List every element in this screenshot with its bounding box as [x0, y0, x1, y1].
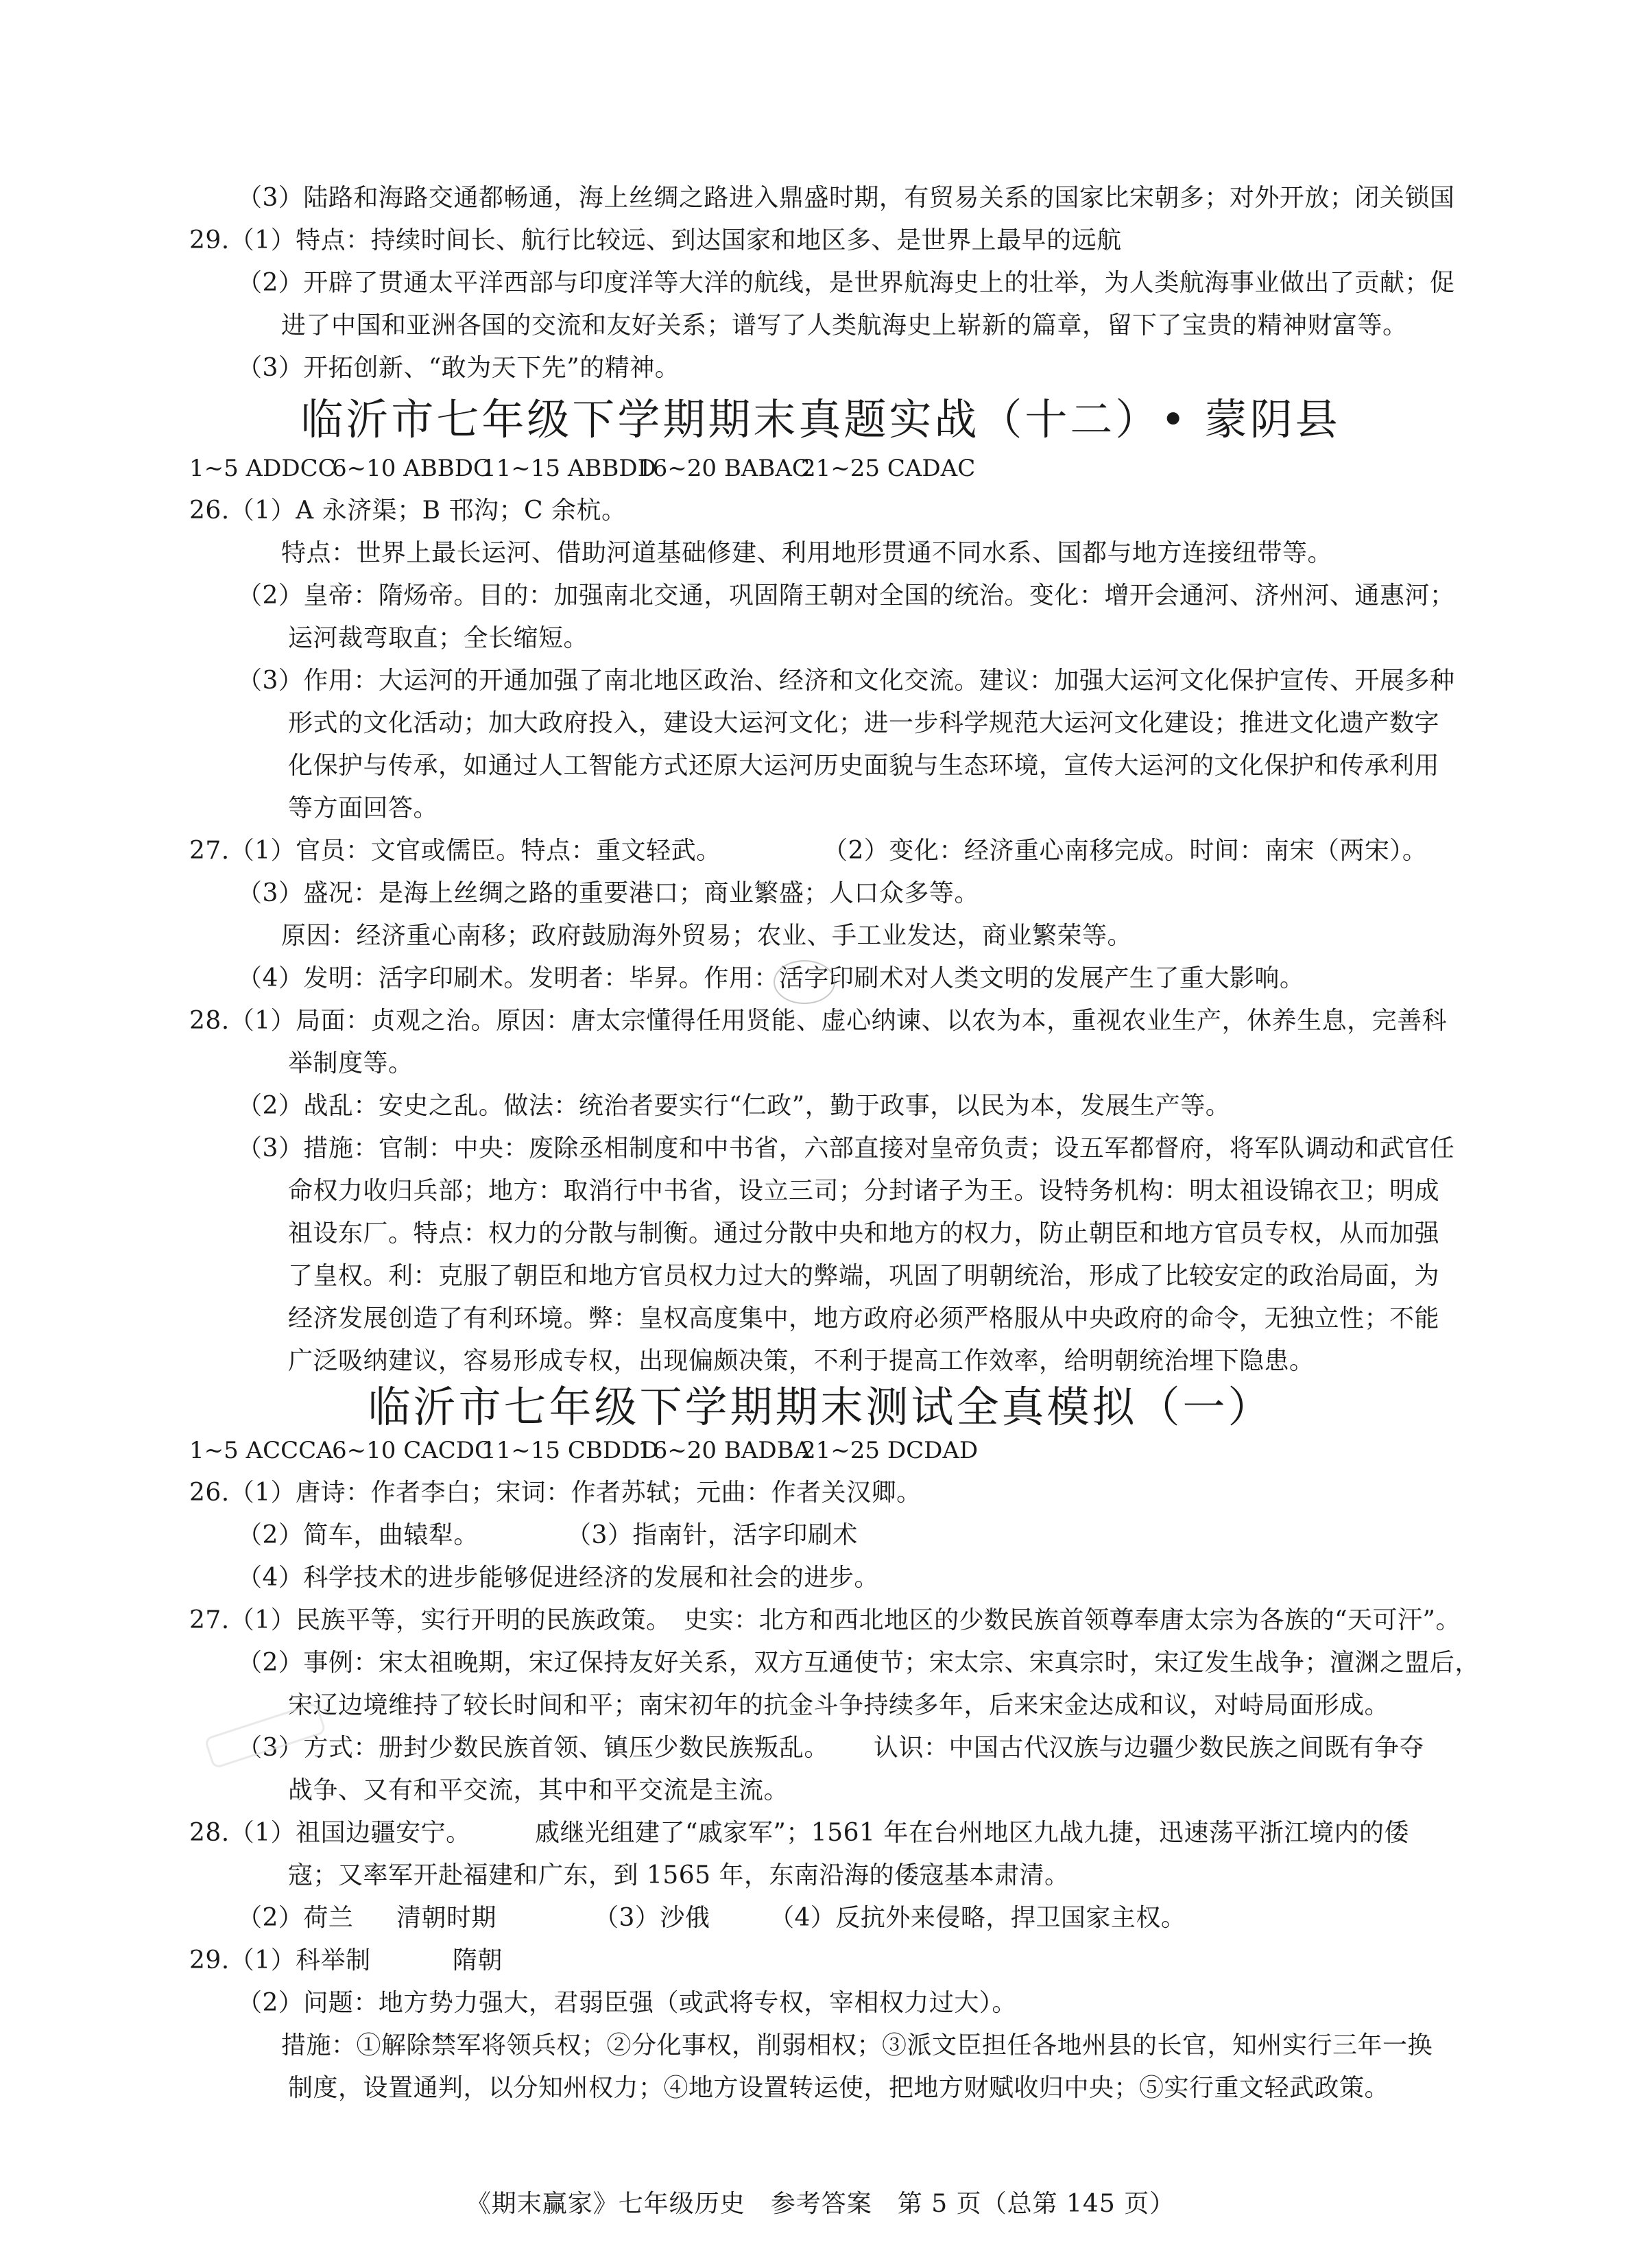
text-line: 宋辽边境维持了较长时间和平；南宋初年的抗金斗争持续多年，后来宋金达成和议，对峙局面形成。 [288, 1691, 1390, 1719]
text-line: 举制度等。 [288, 1049, 414, 1077]
text-line: 26.（1）A 永济渠；B 邗沟；C 余杭。 [189, 497, 627, 525]
text-line: 清朝时期 [396, 1904, 497, 1932]
answer-key-row [189, 1435, 979, 1466]
answer-key: 11~15 CBDDD [481, 1437, 659, 1464]
text-line: 隋朝 [453, 1946, 503, 1974]
text-line: 原因：经济重心南移；政府鼓励海外贸易；农业、手工业发达，商业繁荣等。 [281, 922, 1133, 950]
text-line: （2）问题：地方势力强大，君弱臣强（或武将专权，宰相权力过大）。 [237, 1989, 1017, 2017]
text-line: 28.（1）祖国边疆安宁。 [189, 1819, 471, 1847]
text-line: 制度，设置通判，以分知州权力；④地方设置转运使，把地方财赋收归中央；⑤实行重文轻武政策。 [288, 2074, 1390, 2102]
text-line: 运河裁弯取直；全长缩短。 [288, 624, 589, 652]
answer-key-row [189, 453, 976, 484]
text-line: 祖设东厂。特点：权力的分散与制衡。通过分散中央和地方的权力，防止朝臣和地方官员专权，从而加强 [288, 1219, 1440, 1248]
text-line: （3）指南针，活字印刷术 [566, 1521, 858, 1549]
faint-stamp-mark [774, 960, 835, 1004]
text-line: 26.（1）唐诗：作者李白；宋词：作者苏轼；元曲：作者关汉卿。 [189, 1479, 922, 1507]
answer-key: 1~5 ACCCA [189, 1437, 333, 1464]
text-line: （3）陆路和海路交通都畅通，海上丝绸之路进入鼎盛时期，有贸易关系的国家比宋朝多；对外开放；闭关锁国 [237, 184, 1455, 212]
answer-key: 11~15 ABBDD [481, 455, 656, 482]
text-line: 戚继光组建了“戚家军”；1561 年在台州地区九战九捷，迅速荡平浙江境内的倭 [535, 1819, 1409, 1847]
text-line: （2）荷兰 [237, 1904, 354, 1932]
text-line: （2）战乱：安史之乱。做法：统治者要实行“仁政”，勤于政事，以民为本，发展生产等。 [237, 1092, 1231, 1120]
text-line: 战争、又有和平交流，其中和平交流是主流。 [288, 1776, 789, 1804]
text-line: 29.（1）科举制 [189, 1946, 371, 1974]
answer-key: 21~25 DCDAD [801, 1437, 979, 1464]
answer-key: 6~10 CACDC [332, 1437, 493, 1464]
text-line: （4）科学技术的进步能够促进经济的发展和社会的进步。 [237, 1564, 879, 1592]
text-line: 化保护与传承，如通过人工智能方式还原大运河历史面貌与生态环境，宣传大运河的文化保护和传承利用 [288, 752, 1440, 780]
text-line: （3）开拓创新、“敢为天下先”的精神。 [237, 354, 680, 382]
text-line: （2）开辟了贯通太平洋西部与印度洋等大洋的航线，是世界航海史上的壮举，为人类航海事业做出了贡献；促 [237, 269, 1455, 297]
text-line: 经济发展创造了有利环境。弊：皇权高度集中，地方政府必须严格服从中央政府的命令，无独立性；不能 [288, 1304, 1440, 1333]
watermark-mark [201, 1697, 334, 1784]
answer-key: 16~20 BADBA [638, 1437, 811, 1464]
answer-key: 1~5 ADDCC [189, 455, 336, 482]
text-line: （3）作用：大运河的开通加强了南北地区政治、经济和文化交流。建议：加强大运河文化保护宣传、开展多种 [237, 667, 1455, 695]
answer-key: 16~20 BABAC [638, 455, 810, 482]
text-line: 27.（1）官员：文官或儒臣。特点：重文轻武。 [189, 837, 721, 865]
text-line: 进了中国和亚洲各国的交流和友好关系；谱写了人类航海史上崭新的篇章，留下了宝贵的精神财富等。 [281, 311, 1408, 339]
text-line: 等方面回答。 [288, 794, 439, 822]
text-line: （4）反抗外来侵略，捍卫国家主权。 [769, 1904, 1186, 1932]
section-title: 临沂市七年级下学期期末真题实战（十二）• 蒙阴县 [300, 394, 1341, 444]
text-line: （2）事例：宋太祖晚期，宋辽保持友好关系，双方互通使节；宋太宗、宋真宗时，宋辽发生战争；澶渊之盟后， [237, 1649, 1480, 1677]
answer-key: 21~25 CADAC [801, 455, 976, 482]
text-line: （2）皇帝：隋炀帝。目的：加强南北交通，巩固隋王朝对全国的统治。变化：增开会通河、济州河、通惠河； [237, 582, 1455, 610]
text-line: （3）沙俄 [594, 1904, 710, 1932]
text-line: （2）简车，曲辕犁。 [237, 1521, 479, 1549]
answer-key: 6~10 ABBDC [332, 455, 491, 482]
text-line: 了皇权。利：克服了朝臣和地方官员权力过大的弊端，巩固了明朝统治，形成了比较安定的政治局面，为 [288, 1262, 1440, 1290]
section-title: 临沂市七年级下学期期末测试全真模拟（一） [368, 1382, 1273, 1432]
text-line: （4）发明：活字印刷术。发明者：毕昇。作用：活字印刷术对人类文明的发展产生了重大影响。 [237, 964, 1305, 992]
text-line: 认识：中国古代汉族与边疆少数民族之间既有争夺 [874, 1734, 1425, 1762]
text-line: 特点：世界上最长运河、借助河道基础修建、利用地形贯通不同水系、国都与地方连接纽带等。 [281, 539, 1333, 567]
text-line: 28.（1）局面：贞观之治。原因：唐太宗懂得任用贤能、虚心纳谏、以农为本，重视农业生产，休养生息，完善科 [189, 1007, 1448, 1035]
text-line: （3）措施：官制：中央：废除丞相制度和中书省，六部直接对皇帝负责；设五军都督府，将军队调动和武官任 [237, 1134, 1455, 1162]
text-line: （2）变化：经济重心南移完成。时间：南宋（两宋）。 [823, 837, 1428, 865]
text-line: 措施：①解除禁军将领兵权；②分化事权，削弱相权；③派文臣担任各地州县的长官，知州实行三年一换 [281, 2031, 1433, 2060]
text-line: （3）盛况：是海上丝绸之路的重要港口；商业繁盛；人口众多等。 [237, 879, 979, 907]
text-line: （3）方式：册封少数民族首领、镇压少数民族叛乱。 [237, 1734, 829, 1762]
page-footer: 《期末赢家》七年级历史 参考答案 第 5 页（总第 145 页） [466, 2190, 1175, 2218]
text-line: 27.（1）民族平等，实行开明的民族政策。 史实：北方和西北地区的少数民族首领尊奉唐太宗为各族的“天可汗”。 [189, 1606, 1461, 1634]
text-line: 形式的文化活动；加大政府投入，建设大运河文化；进一步科学规范大运河文化建设；推进文化遗产数字 [288, 709, 1440, 737]
text-line: 广泛吸纳建议，容易形成专权，出现偏颇决策，不利于提高工作效率，给明朝统治埋下隐患。 [288, 1347, 1315, 1375]
text-line: 命权力收归兵部；地方：取消行中书省，设立三司；分封诸子为王。设特务机构：明太祖设锦衣卫；明成 [288, 1177, 1440, 1205]
text-line: 29.（1）特点：持续时间长、航行比较远、到达国家和地区多、是世界上最早的远航 [189, 226, 1122, 254]
text-line: 寇；又率军开赴福建和广东，到 1565 年，东南沿海的倭寇基本肃清。 [288, 1861, 1070, 1889]
